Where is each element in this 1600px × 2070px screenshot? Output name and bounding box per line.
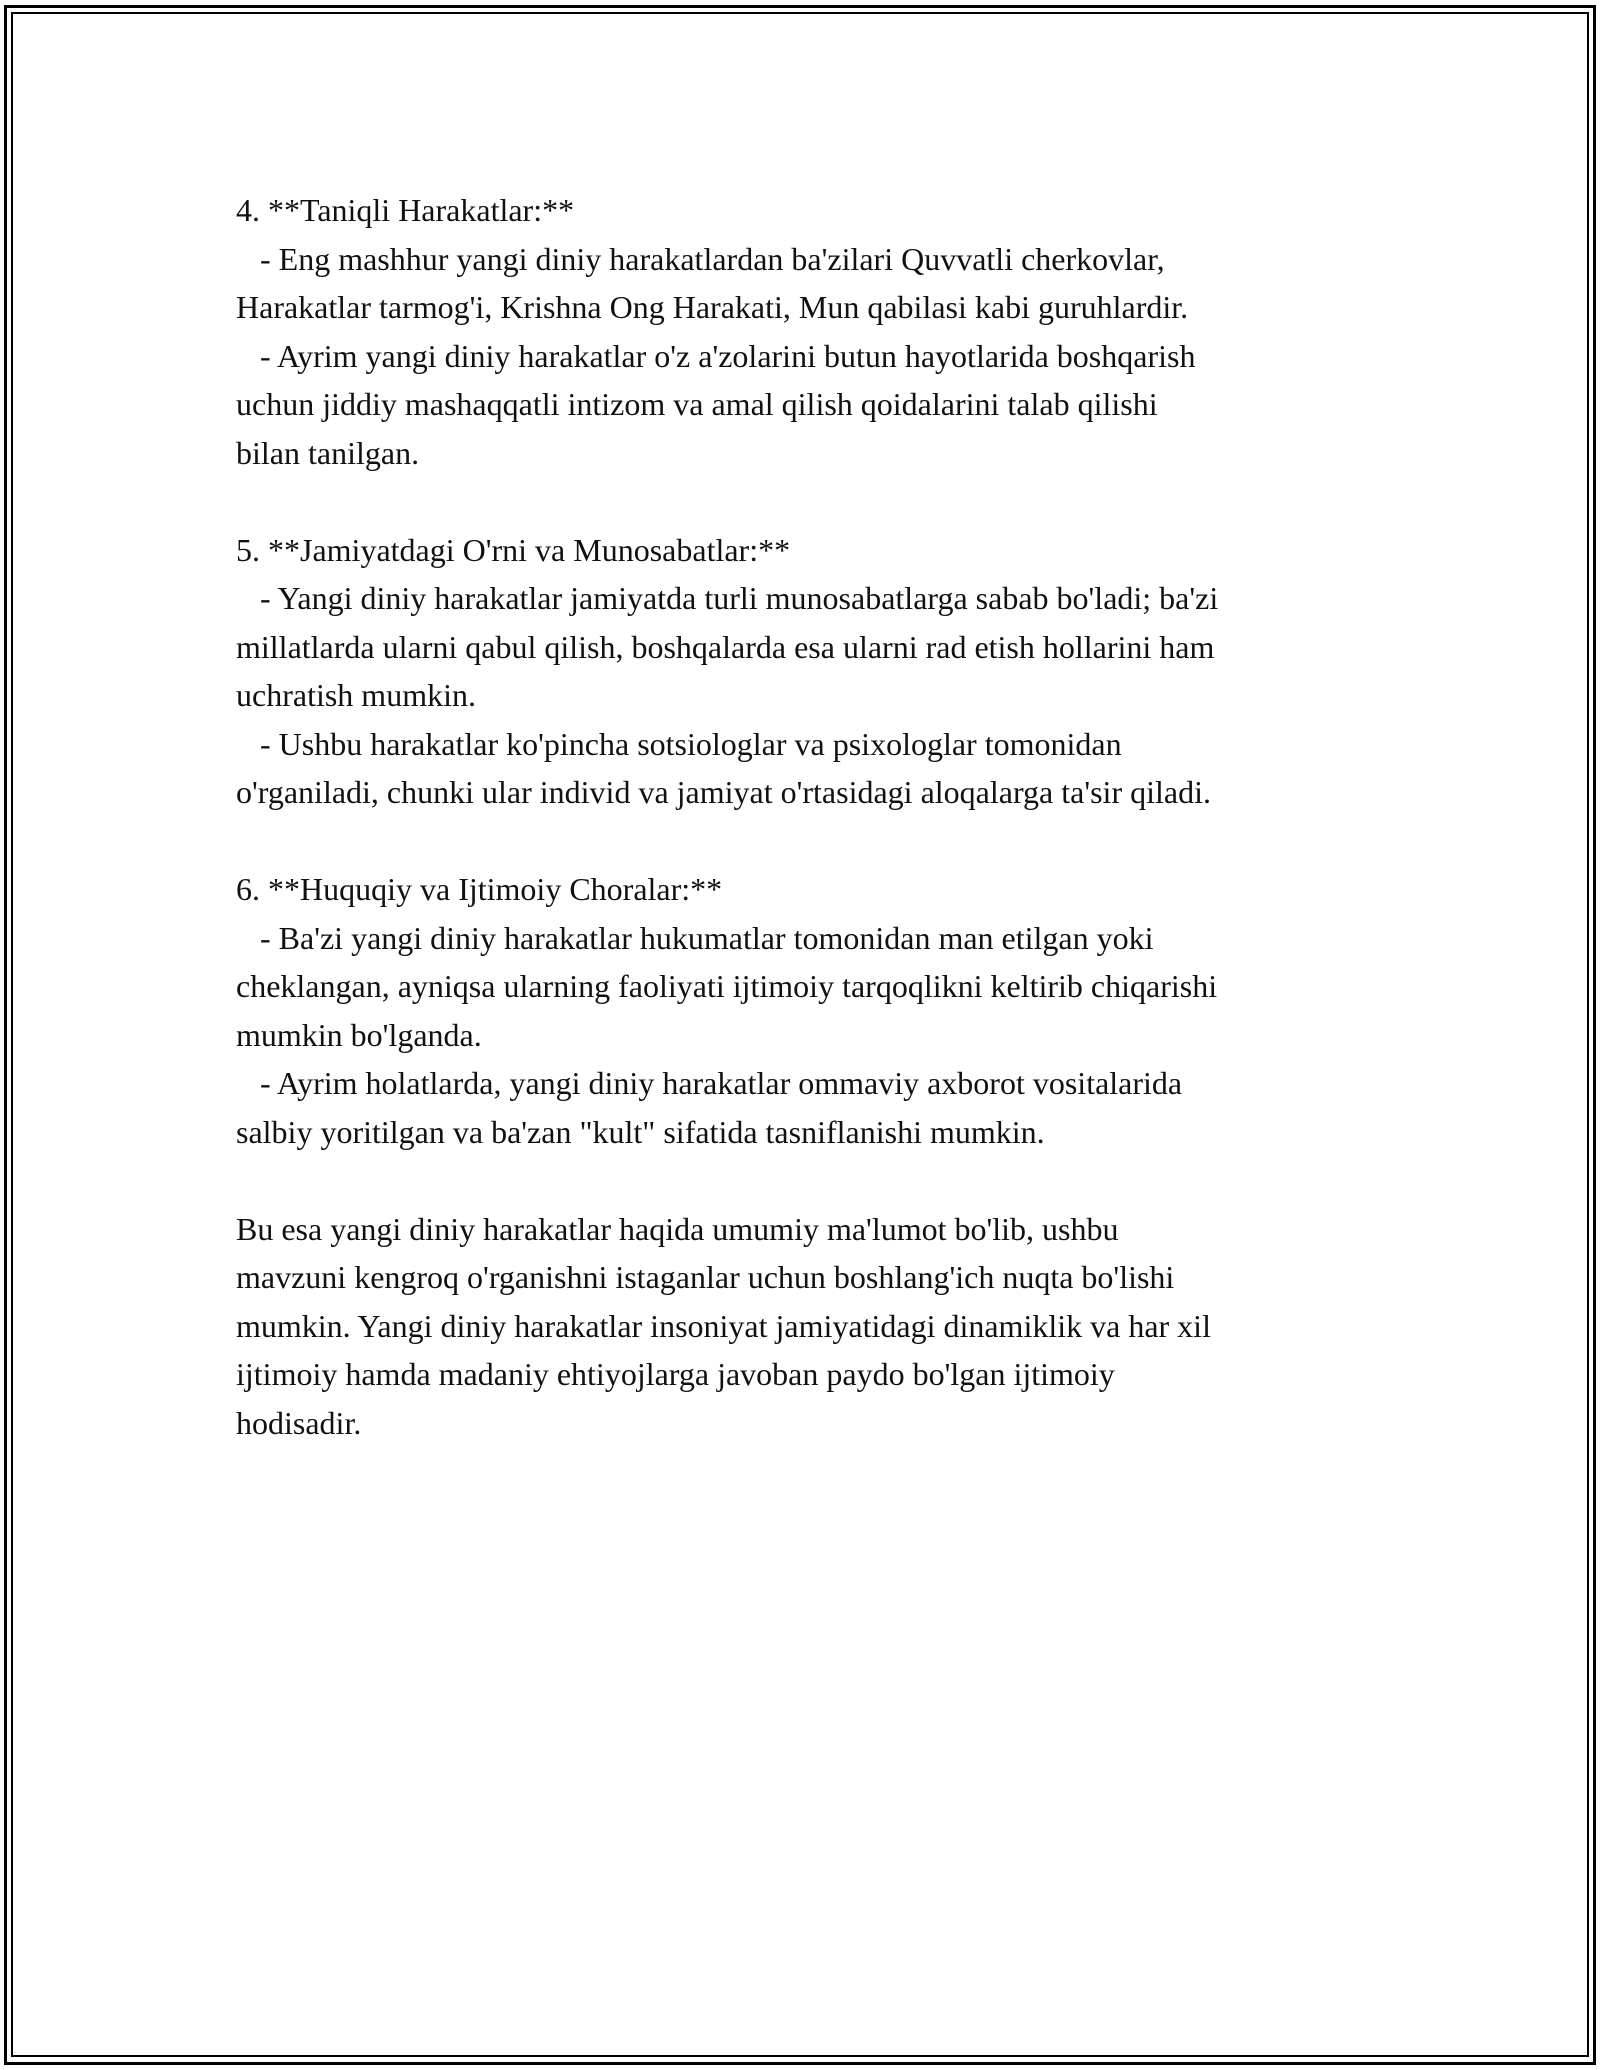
document-body xyxy=(236,186,1396,1447)
text-line: - Eng mashhur yangi diniy harakatlardan ba'zilari Quvvatli cherkovlar, xyxy=(236,240,1165,277)
text-line: - Ayrim yangi diniy harakatlar o'z a'zolarini butun hayotlarida boshqarish xyxy=(236,337,1196,374)
section-heading: 6. **Huquqiy va Ijtimoiy Choralar:** xyxy=(236,871,723,907)
text-line: o'rganiladi, chunki ular individ va jamiyat o'rtasidagi aloqalarga ta'sir qiladi. xyxy=(236,774,1211,810)
text-line: - Ayrim holatlarda, yangi diniy harakatlar ommaviy axborot vositalarida xyxy=(236,1065,1183,1101)
conclusion-paragraph xyxy=(236,1205,1396,1448)
text-line: salbiy yoritilgan va ba'zan "kult" sifatida tasniflanishi mumkin. xyxy=(236,1113,1045,1150)
text-line: - Ba'zi yangi diniy harakatlar hukumatlar tomonidan man etilgan yoki xyxy=(236,919,1154,956)
text-line: uchun jiddiy mashaqqatli intizom va amal qilish qoidalarini talab qilishi xyxy=(236,386,1158,422)
text-line: mavzuni kengroq o'rganishni istaganlar uchun boshlang'ich nuqta bo'lishi xyxy=(236,1259,1175,1295)
text-line: uchratish mumkin. xyxy=(236,677,476,713)
paragraph-gap xyxy=(236,477,1396,526)
section-5 xyxy=(236,526,1396,817)
text-line: - Ushbu harakatlar ko'pincha sotsiologlar va psixologlar tomonidan xyxy=(236,725,1122,762)
text-line: mumkin bo'lganda. xyxy=(236,1016,482,1053)
text-line: - Yangi diniy harakatlar jamiyatda turli munosabatlarga sabab bo'ladi; ba'zi xyxy=(236,580,1219,616)
section-6 xyxy=(236,865,1396,1156)
section-heading: 5. **Jamiyatdagi O'rni va Munosabatlar:** xyxy=(236,531,791,568)
paragraph-gap xyxy=(236,1156,1396,1205)
text-line: millatlarda ularni qabul qilish, boshqalarda esa ularni rad etish hollarini ham xyxy=(236,628,1215,665)
text-line: Harakatlar tarmog'i, Krishna Ong Harakati, Mun qabilasi kabi guruhlardir. xyxy=(236,289,1189,325)
text-line: hodisadir. xyxy=(236,1404,362,1441)
text-line: bilan tanilgan. xyxy=(236,434,420,471)
text-line: mumkin. Yangi diniy harakatlar insoniyat jamiyatidagi dinamiklik va har xil xyxy=(236,1307,1211,1344)
text-line: ijtimoiy hamda madaniy ehtiyojlarga javoban paydo bo'lgan ijtimoiy xyxy=(236,1356,1115,1392)
section-heading: 4. **Taniqli Harakatlar:** xyxy=(236,192,575,228)
paragraph-gap xyxy=(236,817,1396,866)
section-4 xyxy=(236,186,1396,477)
text-line: Bu esa yangi diniy harakatlar haqida umumiy ma'lumot bo'lib, ushbu xyxy=(236,1210,1119,1247)
text-line: cheklangan, ayniqsa ularning faoliyati ijtimoiy tarqoqlikni keltirib chiqarishi xyxy=(236,968,1218,1004)
